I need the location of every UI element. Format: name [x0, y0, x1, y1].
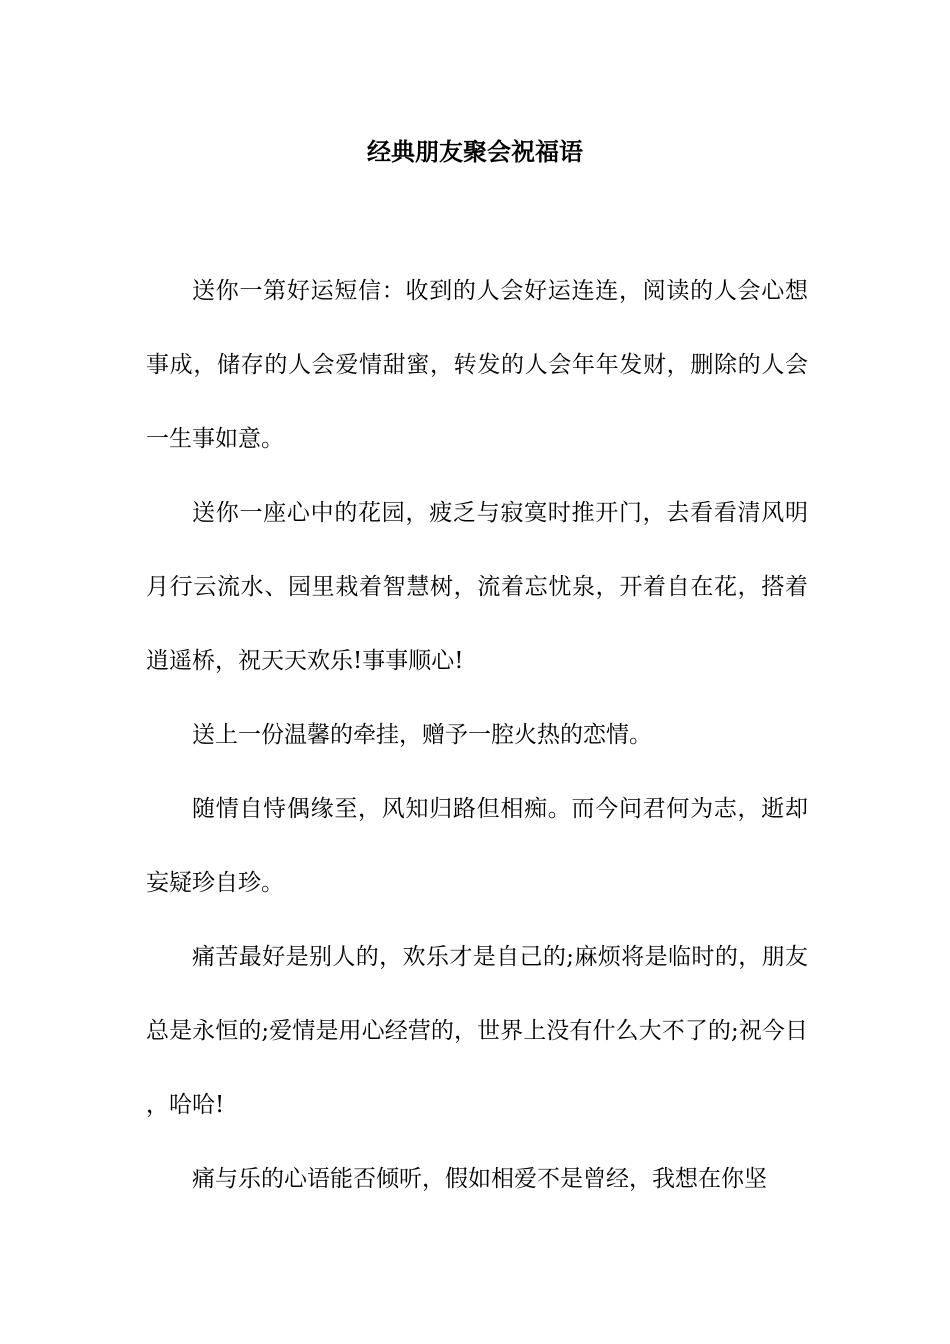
document-title: 经典朋友聚会祝福语 — [367, 137, 583, 166]
paragraph-1: 送你一第好运短信：收到的人会好运连连，阅读的人会心想事成，储存的人会爱情甜蜜，转发的人会年年发财，删除的人会一生事如意。 — [146, 278, 808, 452]
document-body — [146, 254, 808, 1216]
paragraph-3: 送上一份温馨的牵挂，赠予一腔火热的恋情。 — [192, 722, 652, 748]
paragraph-2: 送你一座心中的花园，疲乏与寂寞时推开门，去看看清风明月行云流水、园里栽着智慧树，流着忘忧泉，开着自在花，搭着逍遥桥，祝天天欢乐!事事顺心! — [146, 500, 808, 674]
paragraph-4: 随情自恃偶缘至，风知归路但相痴。而今问君何为志，逝却妄疑珍自珍。 — [146, 796, 808, 896]
paragraph-6: 痛与乐的心语能否倾听，假如相爱不是曾经，我想在你坚 — [192, 1166, 767, 1192]
paragraph-5: 痛苦最好是别人的，欢乐才是自己的;麻烦将是临时的，朋友总是永恒的;爱情是用心经营的，世界上没有什么大不了的;祝今日，哈哈! — [146, 944, 808, 1118]
